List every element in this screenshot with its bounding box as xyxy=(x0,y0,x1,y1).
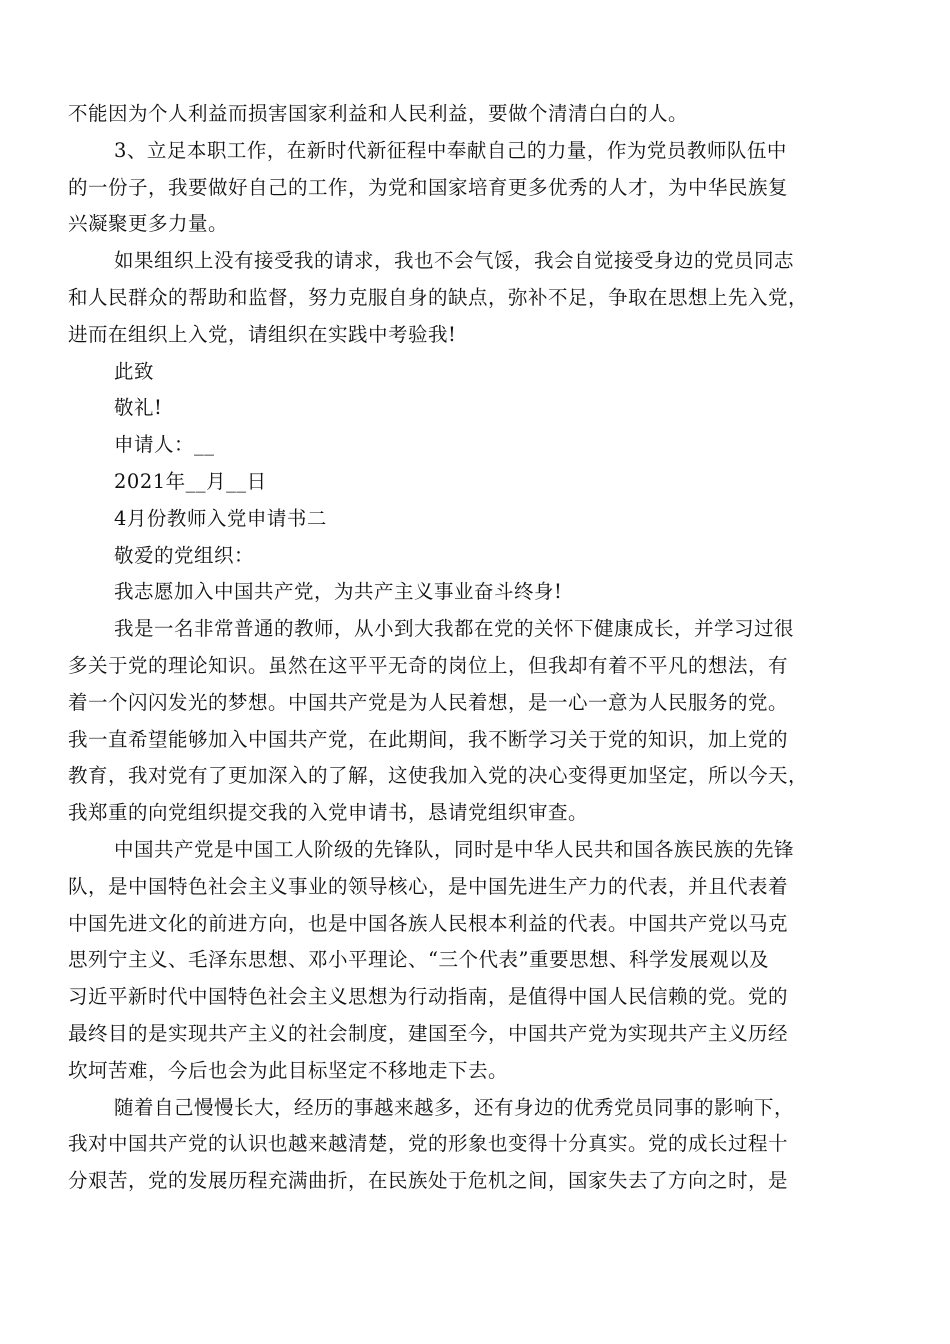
text-line: 进而在组织上入党，请组织在实践中考验我! xyxy=(68,322,457,346)
text-line: 兴凝聚更多力量。 xyxy=(68,212,229,236)
text-line: 最终目的是实现共产主义的社会制度，建国至今，中国共产党为实现共产主义历经 xyxy=(68,1021,789,1045)
text-line: 坎坷苦难，今后也会为此目标坚定不移地走下去。 xyxy=(68,1058,509,1082)
text-line: 队，是中国特色社会主义事业的领导核心，是中国先进生产力的代表，并且代表着 xyxy=(68,874,789,898)
text-line: 分艰苦，党的发展历程充满曲折，在民族处于危机之间，国家失去了方向之时，是 xyxy=(68,1169,789,1193)
text-line: 我一直希望能够加入中国共产党，在此期间，我不断学习关于党的知识，加上党的 xyxy=(68,727,789,751)
text-line: 3、立足本职工作，在新时代新征程中奉献自己的力量，作为党员教师队伍中 xyxy=(114,138,787,162)
text-line: 敬爱的党组织： xyxy=(114,543,255,567)
text-line: 敬礼! xyxy=(114,396,163,420)
text-line: 习近平新时代中国特色社会主义思想为行动指南，是值得中国人民信赖的党。党的 xyxy=(68,985,789,1009)
text-line: 申请人：__ xyxy=(114,433,215,457)
text-line: 我志愿加入中国共产党，为共产主义事业奋斗终身! xyxy=(114,580,563,604)
document-page xyxy=(68,96,883,1200)
text-line: 如果组织上没有接受我的请求，我也不会气馁，我会自觉接受身边的党员同志 xyxy=(114,249,795,273)
text-line: 我是一名非常普通的教师，从小到大我都在党的关怀下健康成长，并学习过很 xyxy=(114,617,795,641)
text-line: 我郑重的向党组织提交我的入党申请书，恳请党组织审查。 xyxy=(68,801,589,825)
text-line: 和人民群众的帮助和监督，努力克服自身的缺点，弥补不足，争取在思想上先入党， xyxy=(68,285,809,309)
text-line: 4月份教师入党申请书二 xyxy=(114,506,327,530)
text-line: 随着自己慢慢长大，经历的事越来越多，还有身边的优秀党员同事的影响下， xyxy=(114,1095,795,1119)
text-line: 思列宁主义、毛泽东思想、邓小平理论、“三个代表”重要思想、科学发展观以及 xyxy=(68,948,769,972)
text-line: 教育，我对党有了更加深入的了解，这使我加入党的决心变得更加坚定，所以今天， xyxy=(68,764,809,788)
text-line: 不能因为个人利益而损害国家利益和人民利益，要做个清清白白的人。 xyxy=(68,102,689,125)
text-line: 多关于党的理论知识。虽然在这平平无奇的岗位上，但我却有着不平凡的想法，有 xyxy=(68,653,789,677)
text-line: 中国先进文化的前进方向，也是中国各族人民根本利益的代表。中国共产党以马克 xyxy=(68,911,789,935)
text-line: 的一份子，我要做好自己的工作，为党和国家培育更多优秀的人才，为中华民族复 xyxy=(68,175,789,199)
text-line: 着一个闪闪发光的梦想。中国共产党是为人民着想，是一心一意为人民服务的党。 xyxy=(68,690,789,714)
text-line: 我对中国共产党的认识也越来越清楚，党的形象也变得十分真实。党的成长过程十 xyxy=(68,1132,789,1156)
text-line: 中国共产党是中国工人阶级的先锋队，同时是中华人民共和国各族民族的先锋 xyxy=(114,837,795,861)
text-line: 2021年__月__日 xyxy=(114,469,267,493)
text-line: 此致 xyxy=(114,359,155,383)
